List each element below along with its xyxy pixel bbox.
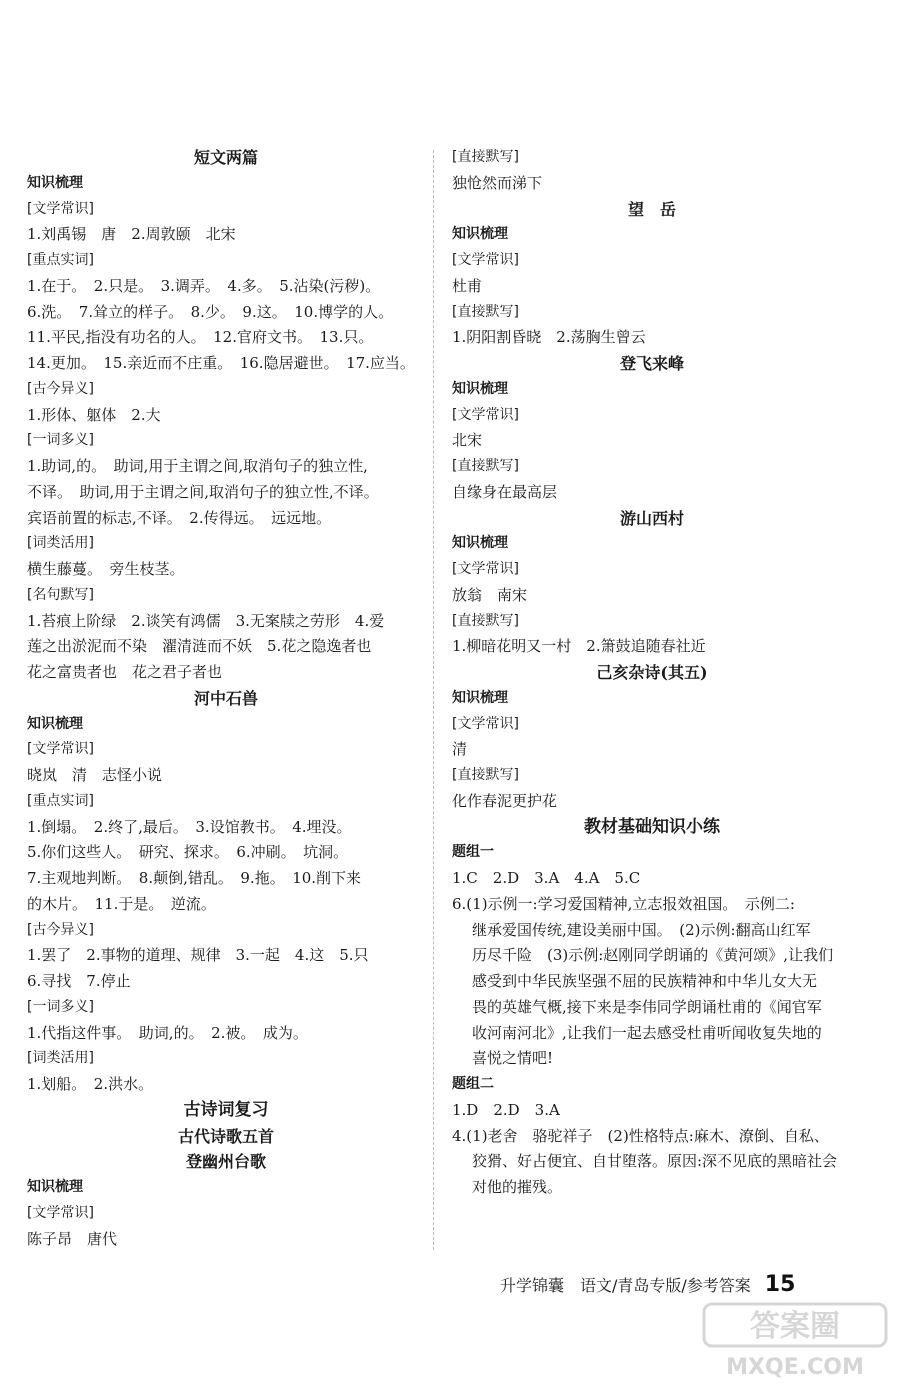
category-tag: [古今异义]: [27, 380, 94, 397]
answer-line: 狡猾、好占便宜、自甘堕落。原因:深不见底的黑暗社会: [472, 1152, 838, 1171]
section-title: 己亥杂诗(其五): [596, 663, 708, 682]
category-tag: [词类活用]: [27, 535, 94, 552]
category-tag: [文学常识]: [452, 252, 519, 268]
answer-line: 独怆然而涕下: [452, 173, 543, 192]
subsection-label: 知识梳理: [452, 689, 508, 706]
category-tag: [直接默写]: [452, 149, 519, 165]
category-tag: [文学常识]: [27, 741, 94, 758]
answer-line: 畏的英雄气概,接下来是李伟同学朗诵杜甫的《闻官军: [472, 997, 822, 1016]
category-tag: [重点实词]: [27, 792, 94, 809]
category-tag: [文学常识]: [27, 1204, 94, 1221]
answer-line: 收河南河北》,让我们一起去感受杜甫听闻收复失地的: [472, 1023, 822, 1042]
answer-line: 对他的摧残。: [472, 1178, 563, 1196]
subsection-label: 知识梳理: [27, 715, 83, 732]
answer-line: 陈子昂 唐代: [27, 1229, 118, 1248]
section-heading: 教材基础知识小练: [584, 816, 720, 837]
category-tag: [古今异义]: [27, 921, 94, 938]
category-tag: [直接默写]: [452, 612, 519, 629]
subsection-label: 知识梳理: [27, 174, 83, 191]
category-tag: [一词多义]: [27, 432, 94, 449]
answer-line: 1.苔痕上阶绿 2.谈笑有鸿儒 3.无案牍之劳形 4.爱: [27, 611, 385, 630]
category-tag: [文学常识]: [452, 561, 519, 577]
category-tag: [一词多义]: [27, 998, 94, 1015]
answer-line: 花之富贵者也 花之君子者也: [27, 663, 223, 681]
answer-line: 1.倒塌。 2.终了,最后。 3.设馆教书。 4.埋没。: [27, 817, 352, 836]
section-title: 古代诗歌五首: [177, 1126, 274, 1146]
answer-line: 喜悦之情吧!: [472, 1049, 554, 1068]
footer-text: 升学锦囊 语文/青岛专版/参考答案: [500, 1275, 751, 1295]
answer-line: 1.在于。 2.只是。 3.调弄。 4.多。 5.沾染(污秽)。: [27, 276, 381, 295]
subsection-label: 知识梳理: [27, 1179, 83, 1195]
answer-line: 1.罢了 2.事物的道理、规律 3.一起 4.这 5.只: [27, 946, 369, 965]
right-column: [452, 145, 852, 1201]
answer-line: 莲之出淤泥而不染 濯清涟而不妖 5.花之隐逸者也: [27, 637, 372, 656]
page-number: 15: [764, 1271, 796, 1297]
answer-line: 1.D 2.D 3.A: [452, 1100, 560, 1119]
category-tag: [文学常识]: [452, 406, 519, 423]
category-tag: [词类活用]: [27, 1050, 94, 1067]
answer-line: 6.寻找 7.停止: [27, 972, 131, 990]
section-title: 河中石兽: [193, 688, 258, 708]
section-title: 短文两篇: [193, 148, 258, 167]
answer-line: 1.助词,的。 助词,用于主谓之间,取消句子的独立性,: [27, 457, 368, 475]
answer-line: 6.(1)示例一:学习爱国精神,立志报效祖国。 示例二:: [452, 894, 795, 913]
subsection-label: 知识梳理: [452, 535, 508, 552]
section-title: 登飞来峰: [619, 354, 684, 373]
column-divider: [433, 150, 434, 1250]
category-tag: [重点实词]: [27, 252, 94, 268]
answer-line: 1.C 2.D 3.A 4.A 5.C: [452, 869, 641, 887]
subsection-label: 题组二: [452, 1076, 494, 1092]
answer-line: 晓岚 清 志怪小说: [27, 766, 163, 784]
section-heading: 古诗词复习: [183, 1099, 269, 1120]
section-title: 望 岳: [627, 199, 676, 219]
answer-line: 1.划船。 2.洪水。: [27, 1075, 154, 1093]
watermark-bottom: MXQE.COM: [726, 1355, 864, 1380]
section-title: 游山西村: [619, 508, 684, 528]
category-tag: [直接默写]: [452, 303, 519, 320]
left-column: [27, 145, 425, 1252]
subsection-label: 知识梳理: [452, 226, 508, 243]
answer-line: 杜甫: [452, 276, 483, 295]
category-tag: [名句默写]: [27, 586, 94, 603]
subsection-label: 题组一: [452, 844, 494, 861]
answer-line: 7.主观地判断。 8.颠倒,错乱。 9.拖。 10.削下来: [27, 869, 362, 887]
answer-line: 1.代指这件事。 助词,的。 2.被。 成为。: [27, 1023, 308, 1042]
answer-line: 1.刘禹锡 唐 2.周敦颐 北宋: [27, 225, 236, 244]
answer-line: 历尽千险 (3)示例:赵刚同学朗诵的《黄河颂》,让我们: [472, 946, 834, 965]
answer-line: 放翁 南宋: [452, 585, 528, 604]
answer-line: 5.你们这些人。 研究、探求。 6.冲刷。 坑洞。: [27, 843, 349, 862]
answer-line: 横生藤蔓。 旁生枝茎。: [27, 560, 185, 578]
answer-line: 6.洗。 7.耸立的样子。 8.少。 9.这。 10.博学的人。: [27, 302, 394, 321]
answer-line: 1.阴阳割昏晓 2.荡胸生曾云: [452, 328, 646, 347]
category-tag: [直接默写]: [452, 767, 519, 783]
answer-line: 继承爱国传统,建设美丽中国。 (2)示例:翻高山红军: [472, 920, 811, 939]
answer-line: 14.更加。 15.亲近而不庄重。 16.隐居避世。 17.应当。: [27, 354, 415, 372]
watermark-logo: [700, 1300, 890, 1382]
answer-line: 宾语前置的标志,不译。 2.传得远。 远远地。: [27, 508, 332, 527]
answer-line: 化作春泥更护花: [452, 791, 558, 810]
answer-line: 北宋: [452, 431, 483, 450]
subsection-label: 知识梳理: [452, 380, 508, 397]
answer-line: 的木片。 11.于是。 逆流。: [27, 894, 216, 913]
section-title: 登幽州台歌: [185, 1152, 266, 1172]
answer-line: 不译。 助词,用于主谓之间,取消句子的独立性,不译。: [27, 482, 379, 501]
page-footer: [500, 1266, 880, 1302]
answer-line: 清: [452, 740, 468, 759]
answer-line: 11.平民,指没有功名的人。 12.官府文书。 13.只。: [27, 328, 374, 347]
category-tag: [文学常识]: [452, 715, 519, 732]
answer-line: 感受到中华民族坚强不屈的民族精神和中华儿女大无: [472, 972, 818, 990]
answer-line: 4.(1)老舍 骆驼祥子 (2)性格特点:麻木、潦倒、自私、: [452, 1126, 829, 1145]
answer-line: 自缘身在最高层: [452, 482, 558, 501]
category-tag: [文学常识]: [27, 200, 94, 217]
answer-line: 1.形体、躯体 2.大: [27, 405, 161, 424]
category-tag: [直接默写]: [452, 458, 519, 474]
watermark-top: 答案圈: [750, 1309, 840, 1344]
answer-line: 1.柳暗花明又一村 2.箫鼓追随春社近: [452, 637, 706, 656]
